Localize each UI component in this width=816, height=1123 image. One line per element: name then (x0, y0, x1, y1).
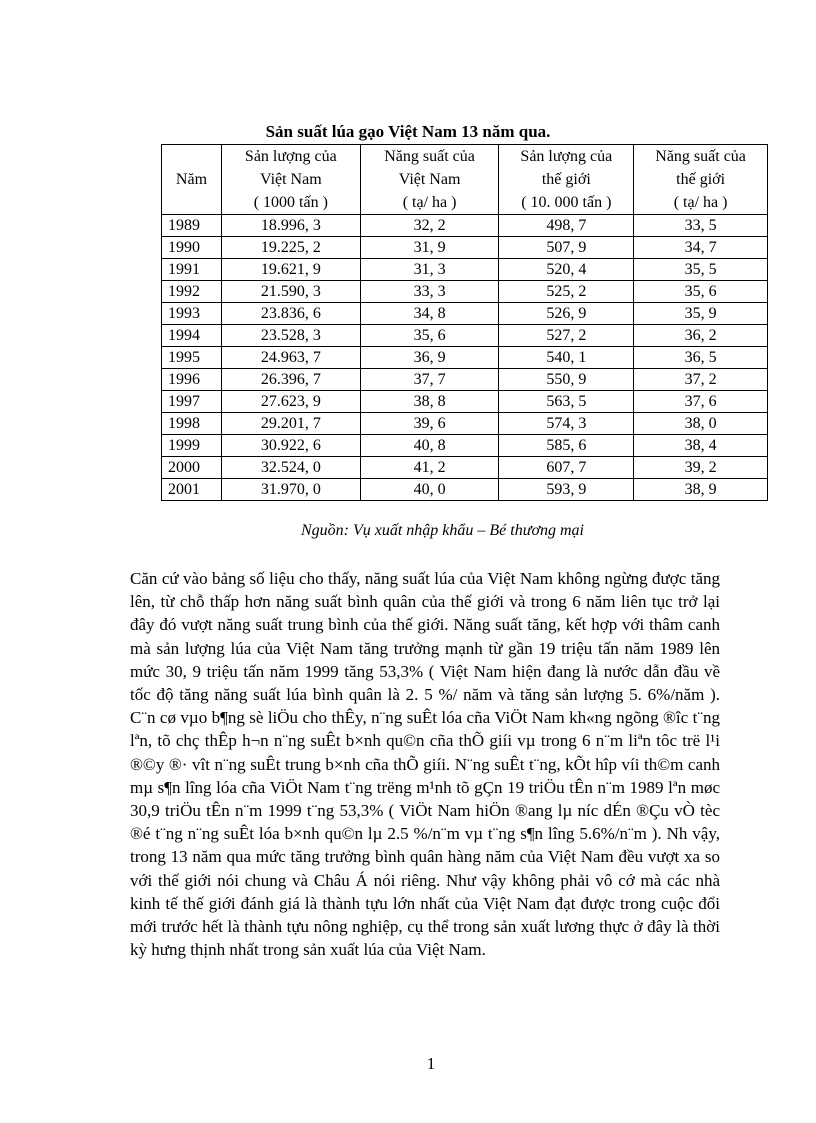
value-cell: 540, 1 (499, 347, 634, 369)
value-cell: 36, 9 (360, 347, 499, 369)
page-number: 1 (426, 1054, 436, 1073)
value-cell: 38, 9 (634, 479, 768, 501)
value-cell: 607, 7 (499, 457, 634, 479)
value-cell: 593, 9 (499, 479, 634, 501)
value-cell: 574, 3 (499, 413, 634, 435)
column-header (634, 145, 768, 215)
value-cell: 520, 4 (499, 259, 634, 281)
year-cell: 1990 (162, 237, 222, 259)
column-header-line: Việt Nam (398, 171, 461, 188)
year-cell: 1995 (162, 347, 222, 369)
column-header-line: thế giới (541, 171, 591, 188)
value-cell: 29.201, 7 (221, 413, 360, 435)
value-cell: 35, 6 (634, 281, 768, 303)
table-row (162, 325, 768, 347)
value-cell: 39, 6 (360, 413, 499, 435)
value-cell: 38, 4 (634, 435, 768, 457)
value-cell: 33, 3 (360, 281, 499, 303)
table-row (162, 391, 768, 413)
value-cell: 37, 2 (634, 369, 768, 391)
column-header-line: ( 1000 tấn ) (253, 194, 328, 211)
value-cell: 563, 5 (499, 391, 634, 413)
value-cell: 32.524, 0 (221, 457, 360, 479)
value-cell: 526, 9 (499, 303, 634, 325)
value-cell: 37, 7 (360, 369, 499, 391)
value-cell: 41, 2 (360, 457, 499, 479)
table-body (162, 215, 768, 501)
column-header-line: ( tạ/ ha ) (673, 194, 728, 211)
value-cell: 34, 8 (360, 303, 499, 325)
value-cell: 585, 6 (499, 435, 634, 457)
column-header-line: thế giới (676, 171, 726, 188)
table-header (162, 145, 768, 215)
column-header (221, 145, 360, 215)
value-cell: 32, 2 (360, 215, 499, 237)
table-row (162, 479, 768, 501)
value-cell: 30.922, 6 (221, 435, 360, 457)
year-cell: 2001 (162, 479, 222, 501)
value-cell: 38, 0 (634, 413, 768, 435)
value-cell: 19.621, 9 (221, 259, 360, 281)
table-row (162, 215, 768, 237)
value-cell: 35, 5 (634, 259, 768, 281)
value-cell: 33, 5 (634, 215, 768, 237)
year-cell: 1989 (162, 215, 222, 237)
value-cell: 38, 8 (360, 391, 499, 413)
value-cell: 26.396, 7 (221, 369, 360, 391)
column-header-line: Năm (175, 171, 208, 188)
year-cell: 1993 (162, 303, 222, 325)
year-cell: 1994 (162, 325, 222, 347)
column-header-line: Sản lượng của (244, 148, 337, 165)
value-cell: 39, 2 (634, 457, 768, 479)
table-row (162, 347, 768, 369)
value-cell: 35, 6 (360, 325, 499, 347)
body-paragraph: Căn cứ vào bảng số liệu cho thấy, năng suất lúa của Việt Nam không ngừng được tăng lên, từ chỗ thấp hơn năng suất bình quân của thế giới và trong 6 năm liên tục trở lại đây đó vượt năng suất trung bình của thế giới. Năng suất tăng, kết hợp với thâm canh mà sản lượng lúa của Việt Nam tăng trưởng mạnh từ gần 19 triệu tấn năm 1989 lên mức 30, 9 triệu tấn năm 1999 tăng 53,3% ( Việt Nam hiện đang là nước dẫn đầu về tốc độ tăng năng suất lúa bình quân là 2. 5 %/ năm và tăng sản lượng 5. 6%/năm ). C¨n cø vµo b¶ng sè liÖu cho thÊy, n¨ng suÊt lóa cña ViÖt Nam kh«ng ngõng ®îc t¨ng lªn, tõ chç thÊp h¬n n¨ng suÊt b×nh qu©n cña thÕ giíi vµ trong 6 n¨m liªn tôc trë l¹i ®©y ®· vît n¨ng suÊt trung b×nh cña thÕ giíi. N¨ng suÊt t¨ng, kÕt hîp víi th©m canh mµ s¶n lîng lóa cña ViÖt Nam t¨ng trëng m¹nh tõ gÇn 19 triÖu tÊn n¨m 1989 lªn møc 30,9 triÖu tÊn n¨m 1999 t¨ng 53,3% ( ViÖt Nam hiÖn ®ang lµ níc dÉn ®Çu vÒ tèc ®é t¨ng n¨ng suÊt lóa b×nh qu©n lµ 2.5 %/n¨m vµ t¨ng s¶n lîng 5.6%/n¨m ). Nh vậy, trong 13 năm qua mức tăng trưởng bình quân hàng năm của Việt Nam đều vượt xa so với thế giới nói chung và Châu Á nói riêng. Như vậy không phải vô cớ mà các nhà kinh tế thế giới đánh giá là thành tựu lớn nhất của Việt Nam đạt được trong cuộc đổi mới trước hết là thành tựu nông nghiệp, cụ thể trong sản xuất lương thực ở đây là thời kỳ hưng thịnh nhất trong sản xuất lúa của Việt Nam. (130, 569, 720, 960)
value-cell: 34, 7 (634, 237, 768, 259)
table-row (162, 435, 768, 457)
value-cell: 24.963, 7 (221, 347, 360, 369)
value-cell: 35, 9 (634, 303, 768, 325)
year-cell: 1996 (162, 369, 222, 391)
column-header (499, 145, 634, 215)
value-cell: 525, 2 (499, 281, 634, 303)
year-cell: 1991 (162, 259, 222, 281)
table-title: Sản suất lúa gạo Việt Nam 13 năm qua. (265, 122, 551, 141)
year-cell: 1998 (162, 413, 222, 435)
value-cell: 550, 9 (499, 369, 634, 391)
value-cell: 19.225, 2 (221, 237, 360, 259)
value-cell: 40, 8 (360, 435, 499, 457)
table-row (162, 303, 768, 325)
table-row (162, 281, 768, 303)
column-header-line: Sản lượng của (520, 148, 613, 165)
table-source: Nguồn: Vụ xuất nhập khẩu – Bé thương mại (300, 522, 584, 539)
column-header-line: Việt Nam (259, 171, 322, 188)
year-cell: 1997 (162, 391, 222, 413)
value-cell: 21.590, 3 (221, 281, 360, 303)
value-cell: 23.528, 3 (221, 325, 360, 347)
value-cell: 507, 9 (499, 237, 634, 259)
value-cell: 31, 3 (360, 259, 499, 281)
value-cell: 527, 2 (499, 325, 634, 347)
value-cell: 36, 2 (634, 325, 768, 347)
column-header-line: ( 10. 000 tấn ) (521, 194, 612, 211)
column-header-line: ( tạ/ ha ) (402, 194, 457, 211)
column-header-line: Năng suất của (384, 148, 475, 165)
table-row (162, 369, 768, 391)
column-header-line: Năng suất của (655, 148, 746, 165)
table-row (162, 237, 768, 259)
year-cell: 1999 (162, 435, 222, 457)
column-header (162, 145, 222, 215)
rice-production-table (161, 144, 768, 501)
value-cell: 27.623, 9 (221, 391, 360, 413)
table-row (162, 413, 768, 435)
year-cell: 2000 (162, 457, 222, 479)
value-cell: 31, 9 (360, 237, 499, 259)
value-cell: 31.970, 0 (221, 479, 360, 501)
table-row (162, 259, 768, 281)
column-header (360, 145, 499, 215)
value-cell: 37, 6 (634, 391, 768, 413)
value-cell: 498, 7 (499, 215, 634, 237)
value-cell: 18.996, 3 (221, 215, 360, 237)
value-cell: 23.836, 6 (221, 303, 360, 325)
value-cell: 40, 0 (360, 479, 499, 501)
value-cell: 36, 5 (634, 347, 768, 369)
table-row (162, 457, 768, 479)
year-cell: 1992 (162, 281, 222, 303)
header-row (162, 145, 768, 215)
